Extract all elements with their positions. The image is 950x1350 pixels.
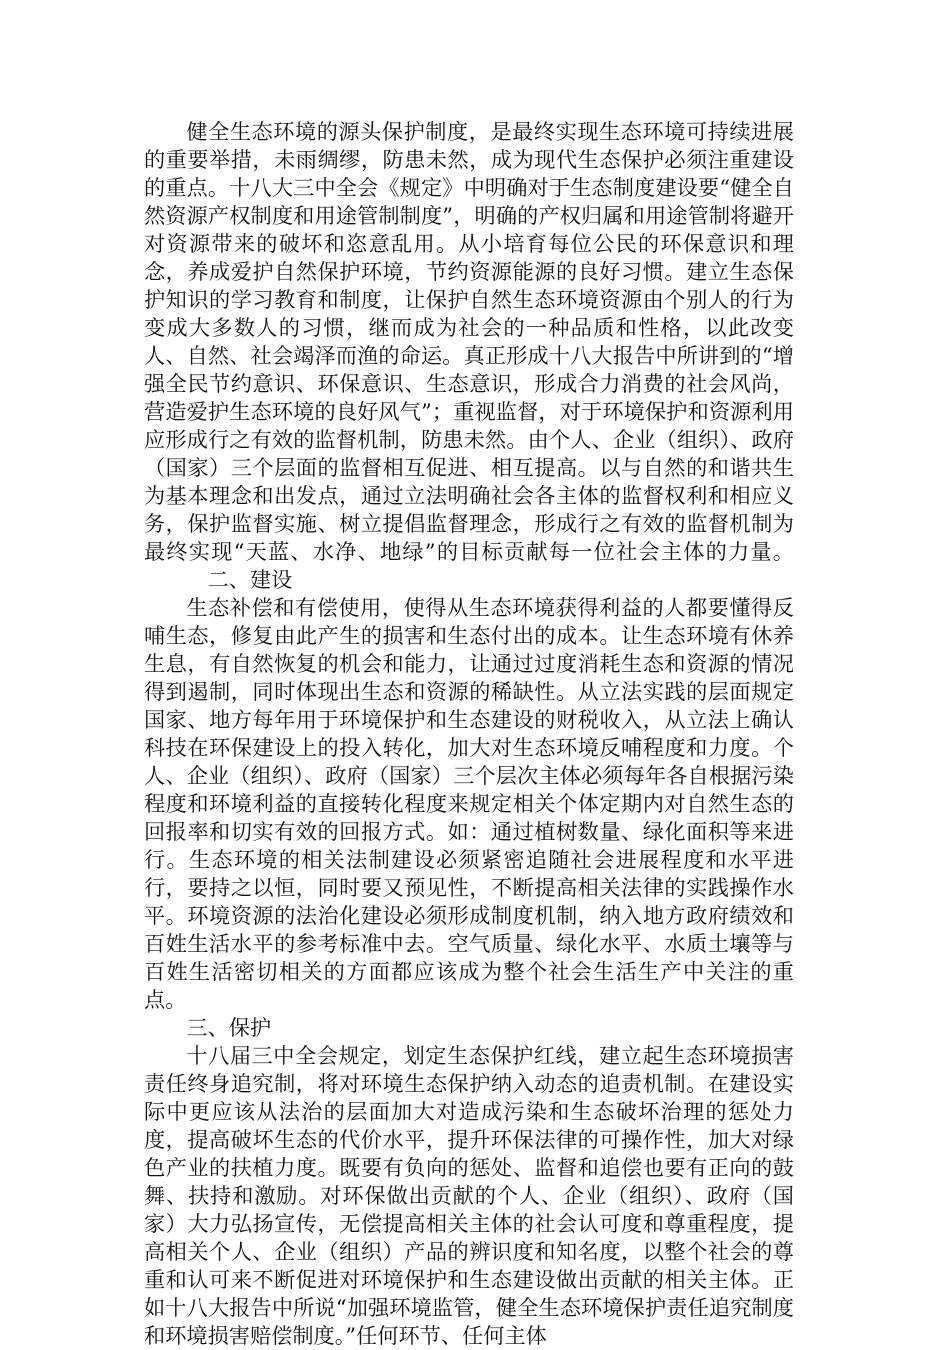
paragraph-text: 健全生态环境的源头保护制度，是最终实现生态环境可持续进展的重要举措，未雨绸缪，防患未然，成为现代生态保护必须注重建设的重点。十八大三中全会《规定》中明确对于生态制度建设要“健全自然资源产权制度和用途管制制度”，明确的产权归属和用途管制将避开对资源带来的破坏和恣意乱用。从小培育每位公民的环保意识和理念，养成爱护自然保护环境，节约资源能源的良好习惯。建立生态保护知识的学习教育和制度，让保护自然生态环境资源由个别人的行为变成大多数人的习惯，继而成为社会的一种品质和性格，以此改变人、自然、社会竭泽而渔的命运。真正形成十八大报告中所讲到的“增强全民节约意识、环保意识、生态意识，形成合力消费的社会风尚，营造爱护生态环境的良好风气”；重视监督，对于环境保护和资源利用应形成行之有效的监督机制，防患未然。由个人、企业（组织）、政府（国家）三个层面的监督相互促进、相互提高。以与自然的和谐共生为基本理念和出发点，通过立法明确社会各主体的监督权利和相应义务，保护监督实施、树立提倡监督理念，形成行之有效的监督机制为最终实现“天蓝、水净、地绿”的目标贡献每一位社会主体的力量。 xyxy=(144,119,794,564)
paragraph-protection: 十八届三中全会规定，划定生态保护红线，建立起生态环境损害责任终身追究制，将对环境生态保护纳入动态的追责机制。在建设实际中更应该从法治的层面加大对造成污染和生态破坏治理的惩处力度，提高破坏生态的代价水平，提升环保法律的可操作性，加大对绿色产业的扶植力度。既要有负向的惩处、监督和追偿也要有正向的鼓舞、扶持和激励。对环保做出贡献的个人、企业（组织）、政府（国家）大力弘扬宣传，无偿提高相关主体的社会认可度和尊重程度，提高相关个人、企业（组织）产品的辨识度和知名度，以整个社会的尊重和认可来不断促进对环境保护和生态建设做出贡献的相关主体。正如十八大报告中所说“加强环境监管，健全生态环境保护责任追究制度和环境损害赔偿制度。”任何环节、任何主体 xyxy=(144,1043,794,1348)
paragraph-source-protection xyxy=(144,118,794,594)
paragraph-ecological-compensation: 生态补偿和有偿使用，使得从生态环境获得利益的人都要懂得反哺生态，修复由此产生的损害和生态付出的成本。让生态环境有休养生息，有自然恢复的机会和能力，让通过过度消耗生态和资源的情况得到遏制，同时体现出生态和资源的稀缺性。从立法实践的层面规定国家、地方每年用于环境保护和生态建设的财税收入，从立法上确认科技在环保建设上的投入转化，加大对生态环境反哺程度和力度。个人、企业（组织）、政府（国家）三个层次主体必须每年各自根据污染程度和环境利益的直接转化程度来规定相关个体定期内对自然生态的回报率和切实有效的回报方式。如：通过植树数量、绿化面积等来进行。生态环境的相关法制建设必须紧密追随社会进展程度和水平进行，要持之以恒，同时要又预见性，不断提高相关法律的实践操作水平。环境资源的法治化建设必须形成制度机制，纳入地方政府绩效和百姓生活水平的参考标准中去。空气质量、绿化水平、水质土壤等与百姓生活密切相关的方面都应该成为整个社会生活生产中关注的重点。 xyxy=(144,595,794,1012)
section-heading-protection: 三、保护 xyxy=(186,1015,272,1040)
document-page xyxy=(144,118,794,1350)
section-heading-construction: 二、建设 xyxy=(207,567,293,592)
